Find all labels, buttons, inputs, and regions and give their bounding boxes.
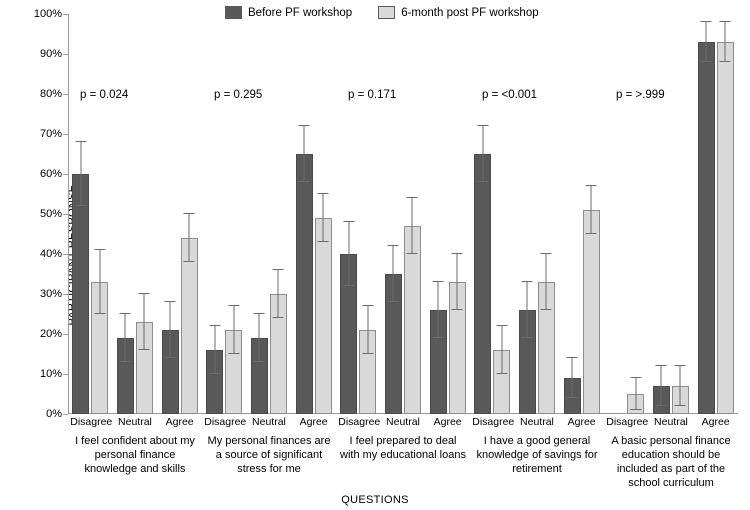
bar-before bbox=[519, 14, 536, 414]
bar-after bbox=[672, 14, 689, 414]
question-label: My personal finances are a source of significant stress for me bbox=[207, 435, 331, 475]
error-bar bbox=[725, 22, 726, 62]
category-tick-label: Disagree bbox=[204, 416, 247, 428]
category-tick-label: Neutral bbox=[386, 416, 420, 428]
error-bar bbox=[482, 126, 483, 182]
bar-group bbox=[604, 14, 738, 414]
error-bar-cap bbox=[567, 397, 578, 398]
error-bar-cap bbox=[656, 405, 667, 406]
bar-after bbox=[225, 14, 242, 414]
error-bar bbox=[546, 254, 547, 310]
bar-group bbox=[68, 14, 202, 414]
x-axis-title: QUESTIONS bbox=[341, 494, 409, 506]
error-bar-cap bbox=[228, 305, 239, 306]
bar-rect bbox=[72, 174, 89, 414]
bar-before bbox=[162, 14, 179, 414]
bar-group bbox=[470, 14, 604, 414]
error-bar bbox=[304, 126, 305, 182]
error-bar-cap bbox=[299, 125, 310, 126]
error-bar bbox=[661, 366, 662, 406]
error-bar-cap bbox=[94, 249, 105, 250]
error-bar bbox=[323, 194, 324, 242]
error-bar-cap bbox=[209, 325, 220, 326]
bar-cluster bbox=[696, 14, 736, 414]
bar-cluster bbox=[517, 14, 557, 414]
category-label-group bbox=[604, 416, 738, 432]
category-tick-label: Neutral bbox=[520, 416, 554, 428]
error-bar-cap bbox=[477, 181, 488, 182]
legend-label-before: Before PF workshop bbox=[248, 6, 353, 19]
error-bar-cap bbox=[343, 221, 354, 222]
bar-cluster bbox=[294, 14, 334, 414]
category-tick-label: Neutral bbox=[118, 416, 152, 428]
error-bar-cap bbox=[630, 377, 641, 378]
error-bar-cap bbox=[567, 357, 578, 358]
bar-rect bbox=[296, 154, 313, 414]
error-bar-cap bbox=[407, 253, 418, 254]
error-bar bbox=[393, 246, 394, 302]
error-bar bbox=[527, 282, 528, 338]
category-tick-label: Agree bbox=[567, 416, 596, 428]
error-bar bbox=[591, 186, 592, 234]
error-bar-cap bbox=[433, 281, 444, 282]
bar-rect bbox=[583, 210, 600, 414]
error-bar-cap bbox=[165, 357, 176, 358]
error-bar bbox=[501, 326, 502, 374]
error-bar-cap bbox=[675, 405, 686, 406]
error-bar-cap bbox=[362, 305, 373, 306]
bar-rect bbox=[698, 42, 715, 414]
bar-before bbox=[430, 14, 447, 414]
error-bar-cap bbox=[388, 301, 399, 302]
bar-rect bbox=[315, 218, 332, 414]
error-bar-cap bbox=[209, 373, 220, 374]
y-axis-tick-label: 0% bbox=[46, 408, 62, 420]
bar-after bbox=[717, 14, 734, 414]
bar-after bbox=[538, 14, 555, 414]
bar-after bbox=[91, 14, 108, 414]
bar-rect bbox=[474, 154, 491, 414]
category-tick-label: Agree bbox=[299, 416, 328, 428]
error-bar-cap bbox=[75, 205, 86, 206]
category-label-group bbox=[470, 416, 604, 432]
bar-cluster-row bbox=[470, 14, 604, 414]
y-axis-tick-label: 40% bbox=[39, 248, 62, 260]
error-bar bbox=[259, 314, 260, 362]
bar-after bbox=[627, 14, 644, 414]
bar-cluster bbox=[249, 14, 289, 414]
error-bar-cap bbox=[496, 325, 507, 326]
error-bar bbox=[99, 250, 100, 314]
bar-after bbox=[404, 14, 421, 414]
y-axis-tick-label: 60% bbox=[39, 168, 62, 180]
error-bar bbox=[278, 270, 279, 318]
error-bar-cap bbox=[362, 353, 373, 354]
y-axis-tick-mark bbox=[63, 414, 68, 415]
bar-before bbox=[117, 14, 134, 414]
error-bar bbox=[367, 306, 368, 354]
category-tick-label: Agree bbox=[701, 416, 730, 428]
question-label: A basic personal finance education should be included as part of the school curriculum bbox=[611, 435, 731, 489]
bar-cluster-row bbox=[202, 14, 336, 414]
error-bar bbox=[412, 198, 413, 254]
bar-groups bbox=[68, 14, 738, 414]
error-bar-cap bbox=[407, 197, 418, 198]
error-bar-cap bbox=[388, 245, 399, 246]
p-value-label: p = 0.024 bbox=[80, 89, 129, 101]
category-tick-label: Agree bbox=[433, 416, 462, 428]
category-tick-label: Disagree bbox=[606, 416, 649, 428]
p-value-label: p = 0.295 bbox=[214, 89, 263, 101]
bar-after bbox=[270, 14, 287, 414]
bar-cluster bbox=[472, 14, 512, 414]
bar-cluster bbox=[338, 14, 378, 414]
y-axis-tick-label: 90% bbox=[39, 48, 62, 60]
error-bar bbox=[635, 378, 636, 410]
bar-before bbox=[251, 14, 268, 414]
bar-before bbox=[296, 14, 313, 414]
error-bar-cap bbox=[720, 21, 731, 22]
bar-after bbox=[583, 14, 600, 414]
question-label: I have a good general knowledge of savings for retirement bbox=[476, 435, 598, 475]
bar-after bbox=[359, 14, 376, 414]
bar-after bbox=[315, 14, 332, 414]
bar-cluster-row bbox=[604, 14, 738, 414]
error-bar bbox=[680, 366, 681, 406]
category-tick-label: Disagree bbox=[472, 416, 515, 428]
bar-before bbox=[385, 14, 402, 414]
error-bar-cap bbox=[541, 253, 552, 254]
error-bar-cap bbox=[656, 365, 667, 366]
bar-cluster bbox=[204, 14, 244, 414]
error-bar-cap bbox=[318, 241, 329, 242]
bar-rect bbox=[717, 42, 734, 414]
error-bar-cap bbox=[120, 313, 131, 314]
error-bar bbox=[170, 302, 171, 358]
bar-after bbox=[449, 14, 466, 414]
bar-after bbox=[181, 14, 198, 414]
bar-before bbox=[698, 14, 715, 414]
bar-cluster bbox=[428, 14, 468, 414]
error-bar bbox=[189, 214, 190, 262]
bar-cluster bbox=[562, 14, 602, 414]
error-bar-cap bbox=[541, 309, 552, 310]
error-bar-cap bbox=[165, 301, 176, 302]
bar-before bbox=[340, 14, 357, 414]
error-bar-cap bbox=[139, 293, 150, 294]
error-bar-cap bbox=[120, 361, 131, 362]
error-bar-cap bbox=[184, 261, 195, 262]
category-tick-label: Disagree bbox=[70, 416, 113, 428]
bar-cluster bbox=[651, 14, 691, 414]
error-bar-cap bbox=[343, 285, 354, 286]
p-value-label: p = 0.171 bbox=[348, 89, 397, 101]
error-bar-cap bbox=[720, 61, 731, 62]
bar-cluster bbox=[115, 14, 155, 414]
bar-cluster bbox=[606, 14, 646, 414]
bar-rect bbox=[404, 226, 421, 414]
error-bar-cap bbox=[273, 317, 284, 318]
error-bar bbox=[457, 254, 458, 310]
category-tick-label: Neutral bbox=[252, 416, 286, 428]
error-bar-cap bbox=[452, 253, 463, 254]
category-tick-labels bbox=[68, 416, 738, 432]
error-bar-cap bbox=[94, 313, 105, 314]
bar-cluster-row bbox=[336, 14, 470, 414]
error-bar-cap bbox=[184, 213, 195, 214]
bar-cluster-row bbox=[68, 14, 202, 414]
error-bar-cap bbox=[522, 281, 533, 282]
bar-group bbox=[202, 14, 336, 414]
error-bar-cap bbox=[496, 373, 507, 374]
question-label: I feel prepared to deal with my educational loans bbox=[340, 435, 466, 461]
y-axis-tick-label: 100% bbox=[33, 8, 62, 20]
bar-before bbox=[72, 14, 89, 414]
error-bar-cap bbox=[139, 349, 150, 350]
category-tick-label: Agree bbox=[165, 416, 194, 428]
error-bar-cap bbox=[318, 193, 329, 194]
error-bar-cap bbox=[522, 337, 533, 338]
category-label-group bbox=[68, 416, 202, 432]
y-axis-tick-label: 10% bbox=[39, 368, 62, 380]
y-axis-tick-label: 70% bbox=[39, 128, 62, 140]
error-bar bbox=[125, 314, 126, 362]
bar-before bbox=[564, 14, 581, 414]
error-bar-cap bbox=[630, 409, 641, 410]
y-axis-tick-label: 50% bbox=[39, 208, 62, 220]
error-bar bbox=[706, 22, 707, 62]
p-value-label: p = >.999 bbox=[616, 89, 665, 101]
bar-before bbox=[653, 14, 670, 414]
bar-cluster bbox=[160, 14, 200, 414]
error-bar-cap bbox=[254, 313, 265, 314]
error-bar bbox=[348, 222, 349, 286]
error-bar-cap bbox=[477, 125, 488, 126]
error-bar-cap bbox=[228, 353, 239, 354]
p-value-label: p = <0.001 bbox=[482, 89, 537, 101]
y-axis-tick-label: 20% bbox=[39, 328, 62, 340]
question-labels bbox=[68, 434, 738, 490]
bar-rect bbox=[181, 238, 198, 414]
category-tick-label: Disagree bbox=[338, 416, 381, 428]
error-bar-cap bbox=[701, 21, 712, 22]
error-bar bbox=[80, 142, 81, 206]
y-axis-tick-label: 80% bbox=[39, 88, 62, 100]
error-bar bbox=[233, 306, 234, 354]
bar-before bbox=[474, 14, 491, 414]
error-bar-cap bbox=[701, 61, 712, 62]
bar-before bbox=[608, 14, 625, 414]
category-tick-label: Neutral bbox=[654, 416, 688, 428]
error-bar bbox=[214, 326, 215, 374]
bar-group bbox=[336, 14, 470, 414]
error-bar-cap bbox=[586, 185, 597, 186]
bar-cluster bbox=[70, 14, 110, 414]
error-bar-cap bbox=[452, 309, 463, 310]
category-label-group bbox=[202, 416, 336, 432]
error-bar bbox=[438, 282, 439, 338]
question-label: I feel confident about my personal finance knowledge and skills bbox=[75, 435, 195, 475]
error-bar-cap bbox=[273, 269, 284, 270]
bar-cluster bbox=[383, 14, 423, 414]
legend-label-after: 6-month post PF workshop bbox=[401, 6, 539, 19]
error-bar-cap bbox=[75, 141, 86, 142]
error-bar-cap bbox=[433, 337, 444, 338]
y-axis-tick-label: 30% bbox=[39, 288, 62, 300]
error-bar bbox=[572, 358, 573, 398]
bar-after bbox=[493, 14, 510, 414]
error-bar-cap bbox=[254, 361, 265, 362]
error-bar-cap bbox=[586, 233, 597, 234]
error-bar-cap bbox=[675, 365, 686, 366]
category-label-group bbox=[336, 416, 470, 432]
error-bar-cap bbox=[299, 181, 310, 182]
bar-before bbox=[206, 14, 223, 414]
error-bar bbox=[144, 294, 145, 350]
bar-after bbox=[136, 14, 153, 414]
